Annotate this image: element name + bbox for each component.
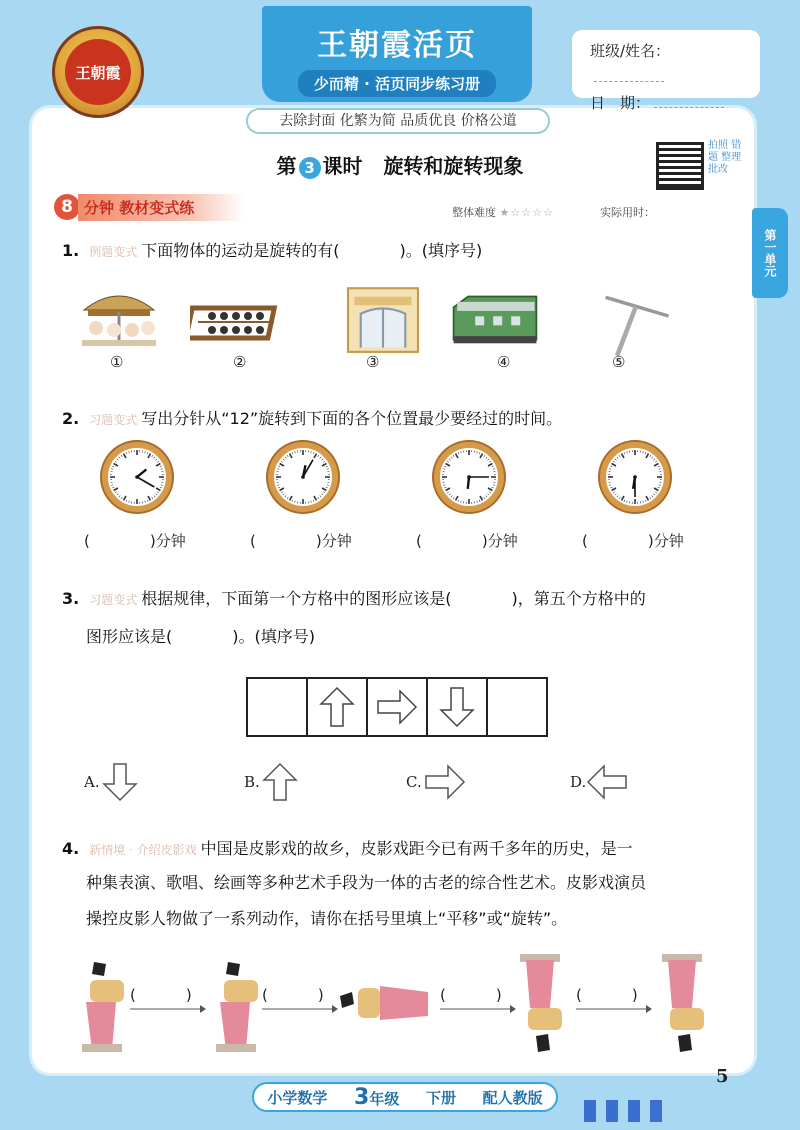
date-label: 日 期：: [590, 94, 651, 112]
clock-tick: [645, 500, 646, 502]
clock-center: [467, 475, 471, 479]
clock-tick: [124, 496, 127, 500]
clock-tick: [322, 488, 326, 491]
clock-center: [301, 475, 305, 479]
question-2: [62, 406, 562, 429]
clock-tick: [456, 454, 459, 458]
clock-tick: [624, 500, 625, 502]
item-label: ③: [366, 353, 380, 371]
clock-tick: [327, 469, 329, 470]
clock-tick: [617, 496, 618, 497]
clock-tick: [612, 488, 616, 491]
clock-tick: [111, 485, 113, 486]
option-label: A.: [84, 773, 100, 791]
clock-tick: [619, 455, 620, 457]
clock-tick: [451, 496, 452, 497]
clock-tick: [479, 500, 480, 502]
clock-tick: [129, 501, 130, 503]
clock-tick: [124, 454, 127, 458]
clock-tick: [160, 487, 162, 488]
clock-tick: [295, 501, 296, 503]
clock-tick: [311, 501, 312, 503]
clock-tick: [609, 469, 611, 470]
footer-term: 下册: [425, 1088, 456, 1107]
blank-close: ): [185, 986, 192, 1004]
clock-tick: [154, 496, 155, 497]
clock-tick: [154, 457, 155, 458]
clock-tick: [111, 469, 113, 470]
brand-title: 王朝霞活页: [317, 28, 477, 63]
question-number: 3.: [62, 589, 80, 608]
grid-cell-up: [308, 679, 368, 735]
shadow-puppet-icon: [206, 958, 266, 1058]
brand-subtitle: 少而精 · 活页同步练习册: [298, 70, 496, 97]
clock-tick: [484, 497, 485, 499]
clock-tick: [112, 487, 114, 488]
grid-cell-blank[interactable]: [248, 679, 308, 735]
lesson-prefix: 第: [276, 154, 297, 178]
clock-tick: [157, 492, 159, 493]
page-number: 5: [716, 1066, 729, 1087]
clock-tick: [290, 454, 293, 458]
motion-arrow-3: [440, 986, 516, 1006]
clock-tick: [318, 455, 319, 457]
clock-tick: [285, 457, 286, 458]
clock-tick: [456, 496, 459, 500]
blank-close: ): [317, 986, 324, 1004]
clock-tick: [622, 496, 625, 500]
clock-tick: [446, 488, 450, 491]
clock-tick: [643, 451, 644, 453]
clock-tick: [486, 496, 487, 497]
qr-label: 拍照 错题 整理 批改: [708, 140, 742, 175]
clock-tick: [646, 454, 649, 458]
clock-tick: [126, 500, 127, 502]
clock-tick: [156, 459, 157, 460]
clock-tick: [314, 496, 317, 500]
arrow-down-icon: [439, 686, 475, 728]
revolving-door-icon: [338, 284, 428, 354]
arrow-right-icon: [130, 1004, 206, 1014]
option-d[interactable]: [570, 762, 630, 802]
option-a[interactable]: [84, 762, 140, 802]
lesson-number: 3: [299, 157, 321, 179]
clock-tick: [654, 494, 655, 495]
shadow-puppet-icon: [336, 978, 436, 1028]
clock-tick: [121, 497, 122, 499]
blank-open: (: [440, 986, 446, 1004]
clock-answer: [84, 530, 186, 551]
arrow-left-icon: [586, 762, 630, 802]
arrow-right-icon: [440, 1004, 516, 1014]
clock-tick: [658, 466, 660, 467]
question-number: 1.: [62, 241, 80, 260]
qr-code-icon[interactable]: [656, 142, 704, 190]
item-label: ④: [497, 353, 511, 371]
clock-tick: [659, 485, 661, 486]
answer-open: (: [250, 532, 256, 550]
clock-tick: [447, 461, 449, 462]
clock-tick: [160, 466, 162, 467]
clock-tick: [493, 485, 495, 486]
clock-tick: [115, 492, 117, 493]
clock-tick: [277, 485, 279, 486]
clock-tick: [486, 457, 487, 458]
clock-tick: [147, 452, 148, 454]
lesson-name: 旋转和旋转现象: [383, 154, 524, 178]
option-label: C.: [406, 773, 422, 791]
decorative-bars: [584, 1100, 662, 1122]
question-text: )。(填序号): [399, 241, 483, 260]
footer-grade: [354, 1085, 399, 1110]
clock-tick: [622, 454, 625, 458]
clock-tick: [280, 464, 284, 467]
question-number: 2.: [62, 409, 80, 428]
clock-tick: [613, 461, 615, 462]
clock-tick: [489, 492, 491, 493]
blank-open: (: [576, 986, 582, 1004]
clock-tick: [117, 494, 118, 495]
clock-tick: [453, 455, 454, 457]
clock-tick: [285, 496, 286, 497]
difficulty-stars: ★☆☆☆☆: [499, 206, 554, 219]
minute-hand: [137, 477, 154, 487]
brand-banner: [262, 6, 532, 102]
shadow-puppet-icon: [652, 950, 712, 1056]
question-number: 4.: [62, 839, 80, 858]
option-label: D.: [570, 773, 587, 791]
clock-tick: [654, 488, 658, 491]
clock-tick: [443, 469, 445, 470]
clock-center: [633, 475, 637, 479]
clock-tick: [322, 459, 323, 460]
date-field[interactable]: [654, 107, 724, 108]
question-1: [62, 238, 482, 261]
question-text: 写出分针从“12”旋转到下面的各个位置最少要经过的时间。: [141, 409, 563, 428]
arrow-up-icon: [319, 686, 355, 728]
clock-tick: [449, 459, 450, 460]
clock: [434, 442, 504, 512]
item-label: ⑤: [612, 353, 626, 371]
clock-tick: [156, 488, 160, 491]
clock-tick: [492, 487, 494, 488]
grid-cell-right: [368, 679, 428, 735]
clock-tick: [281, 492, 283, 493]
clock-tick: [320, 496, 321, 497]
clock-tick: [489, 461, 491, 462]
arrow-up-icon: [260, 762, 300, 802]
clock-tick: [458, 452, 459, 454]
clock-tick: [488, 488, 492, 491]
clock-tick: [619, 497, 620, 499]
clock: [600, 442, 670, 512]
clock-tick: [290, 496, 293, 500]
clock-tick: [627, 501, 628, 503]
clock-tick: [458, 500, 459, 502]
arrow-right-icon: [262, 1004, 338, 1014]
clock-tick: [322, 464, 326, 467]
clock-tick: [320, 457, 321, 458]
clock-tick: [292, 500, 293, 502]
option-c[interactable]: [406, 762, 466, 802]
section-unit: 分钟: [84, 198, 115, 217]
clock-tick: [326, 466, 328, 467]
clock-tick: [119, 457, 120, 458]
clock-tick: [477, 451, 478, 453]
clock-tick: [114, 464, 118, 467]
question-text: 根据规律，下面第一个方格中的图形应该是(: [141, 589, 452, 608]
bamboo-dragonfly-icon: [592, 288, 682, 358]
clock-tick: [117, 459, 118, 460]
question-4: [62, 836, 633, 859]
clock-tick: [655, 492, 657, 493]
clock-tick: [322, 494, 323, 495]
clock-tick: [292, 452, 293, 454]
clock-tick: [449, 494, 450, 495]
question-tag: 新情境 · 介绍皮影戏: [89, 843, 197, 857]
option-b[interactable]: [244, 762, 300, 802]
clock-tick: [612, 464, 616, 467]
clock-tick: [493, 469, 495, 470]
section-label: [78, 194, 244, 221]
name-box: [572, 30, 760, 112]
clock-tick: [283, 459, 284, 460]
clock-tick: [650, 455, 651, 457]
clock-tick: [326, 487, 328, 488]
clock-tick: [278, 487, 280, 488]
clock-tick: [119, 496, 120, 497]
answer-open: (: [416, 532, 422, 550]
clock-tick: [650, 497, 651, 499]
option-label: B.: [244, 773, 260, 791]
class-name-field[interactable]: [594, 81, 664, 82]
clock-tick: [451, 457, 452, 458]
question-tag: 例题变式: [89, 245, 138, 259]
clock-tick: [114, 488, 118, 491]
time-used-label: 实际用时：: [600, 206, 655, 219]
clock-tick: [447, 492, 449, 493]
item-label: ②: [233, 353, 247, 371]
clock-tick: [157, 461, 159, 462]
question-text: 种集表演、歌唱、绘画等多种艺术手段为一体的古老的综合性艺术。皮影戏演员: [86, 873, 647, 892]
clock-tick: [477, 501, 478, 503]
clock-tick: [652, 457, 653, 458]
clock-tick: [615, 459, 616, 460]
clock-tick: [444, 487, 446, 488]
clock-tick: [323, 492, 325, 493]
clock-tick: [654, 464, 658, 467]
clock-tick: [652, 496, 653, 497]
arrow-right-icon: [422, 762, 466, 802]
clock-tick: [488, 459, 489, 460]
clock-tick: [314, 454, 317, 458]
clock-tick: [126, 452, 127, 454]
clock-tick: [145, 451, 146, 453]
clock-tick: [655, 461, 657, 462]
footer-bar: [252, 1082, 558, 1112]
section-tag: [54, 194, 244, 220]
clock-center: [135, 475, 139, 479]
question-3-line2: [86, 624, 315, 647]
clock-tick: [480, 496, 483, 500]
clock-tick: [280, 488, 284, 491]
clock-tick: [461, 501, 462, 503]
lesson-suffix: 课时: [322, 154, 363, 178]
abacus-icon: [190, 290, 280, 360]
clock-tick: [318, 497, 319, 499]
clock-tick: [658, 487, 660, 488]
grid-cell-blank[interactable]: [488, 679, 546, 735]
clock-tick: [327, 485, 329, 486]
clock-tick: [610, 466, 612, 467]
footer-edition: 配人教版: [482, 1088, 543, 1107]
carousel-icon: [74, 282, 164, 352]
clock-tick: [613, 492, 615, 493]
section-name: 教材变式练: [119, 198, 195, 217]
footer-subject: 小学数学: [267, 1088, 328, 1107]
arrow-right-icon: [576, 1004, 652, 1014]
train-icon: [450, 284, 540, 354]
clock-tick: [654, 459, 655, 460]
clock-tick: [152, 497, 153, 499]
clock-tick: [323, 461, 325, 462]
clock: [268, 442, 338, 512]
clock-tick: [453, 497, 454, 499]
clock-tick: [281, 461, 283, 462]
clock-tick: [311, 451, 312, 453]
clock-tick: [145, 501, 146, 503]
logo-text: 王朝霞: [65, 39, 131, 105]
question-text: 图形应该是(: [86, 627, 173, 646]
clock-tick: [287, 497, 288, 499]
motion-arrow-2: [262, 986, 338, 1006]
clock-tick: [313, 500, 314, 502]
clock-answer: [582, 530, 684, 551]
question-text: )。(填序号): [232, 627, 315, 646]
clock-tick: [161, 469, 163, 470]
answer-close: )分钟: [149, 532, 186, 550]
clock-tick: [278, 466, 280, 467]
question-tag: 习题变式: [89, 413, 138, 427]
blank-close: ): [631, 986, 638, 1004]
clock-tick: [488, 464, 492, 467]
clock-tick: [610, 487, 612, 488]
blank-close: ): [495, 986, 502, 1004]
arrow-right-icon: [376, 689, 418, 725]
clock-answer: [416, 530, 518, 551]
clock-tick: [646, 496, 649, 500]
clock-tick: [615, 494, 616, 495]
grid-cell-down: [428, 679, 488, 735]
clock-tick: [121, 455, 122, 457]
clock-tick: [492, 466, 494, 467]
question-text: 中国是皮影戏的故乡，皮影戏距今已有两千多年的历史，是一: [200, 839, 633, 858]
clock-tick: [277, 469, 279, 470]
clock-tick: [313, 452, 314, 454]
clock-tick: [283, 494, 284, 495]
grade-unit: 年级: [369, 1089, 400, 1108]
clock-tick: [461, 451, 462, 453]
clock-tick: [480, 454, 483, 458]
answer-close: )分钟: [315, 532, 352, 550]
answer-close: )分钟: [647, 532, 684, 550]
clock-tick: [287, 455, 288, 457]
grade-number: 3: [354, 1084, 370, 1110]
clock-tick: [148, 496, 151, 500]
brand-logo: [52, 26, 144, 118]
answer-open: (: [582, 532, 588, 550]
clock-tick: [617, 457, 618, 458]
clock-tick: [645, 452, 646, 454]
clock-tick: [479, 452, 480, 454]
clock-tick: [156, 464, 160, 467]
clock-tick: [444, 466, 446, 467]
shadow-puppet-icon: [72, 958, 132, 1058]
slogan: 去除封面 化繁为简 品质优良 价格公道: [246, 108, 550, 134]
difficulty-label: 整体难度: [452, 206, 496, 219]
question-text: 操控皮影人物做了一系列动作，请你在括号里填上“平移”或“旋转”。: [86, 909, 568, 928]
item-label: ①: [110, 353, 124, 371]
clock-tick: [609, 485, 611, 486]
clock-tick: [443, 485, 445, 486]
clock-tick: [147, 500, 148, 502]
clock-tick: [624, 452, 625, 454]
difficulty: [452, 204, 554, 220]
shadow-puppet-icon: [510, 950, 570, 1056]
clock-tick: [129, 451, 130, 453]
blank-open: (: [130, 986, 136, 1004]
clock: [102, 442, 172, 512]
class-name-label: 班级/姓名：: [590, 42, 671, 60]
clock-answer: [250, 530, 352, 551]
clock-tick: [156, 494, 157, 495]
clock-tick: [627, 451, 628, 453]
motion-arrow-1: [130, 986, 206, 1006]
hour-hand: [137, 469, 146, 477]
question-text: 下面物体的运动是旋转的有(: [141, 241, 340, 260]
clock-tick: [148, 454, 151, 458]
clock-tick: [446, 464, 450, 467]
section-minutes: 8: [54, 194, 80, 220]
clock-tick: [115, 461, 117, 462]
answer-close: )分钟: [481, 532, 518, 550]
answer-open: (: [84, 532, 90, 550]
question-3: [62, 586, 646, 609]
motion-arrow-4: [576, 986, 652, 1006]
clock-tick: [484, 455, 485, 457]
unit-side-tab: 第一单元: [752, 208, 788, 298]
pattern-grid: [246, 677, 548, 737]
question-text: )，第五个方格中的: [511, 589, 646, 608]
clock-tick: [659, 469, 661, 470]
question-tag: 习题变式: [89, 593, 138, 607]
clock-tick: [161, 485, 163, 486]
clock-tick: [488, 494, 489, 495]
blank-open: (: [262, 986, 268, 1004]
arrow-down-icon: [100, 762, 140, 802]
clock-tick: [112, 466, 114, 467]
clock-tick: [295, 451, 296, 453]
clock-tick: [152, 455, 153, 457]
clock-tick: [643, 501, 644, 503]
